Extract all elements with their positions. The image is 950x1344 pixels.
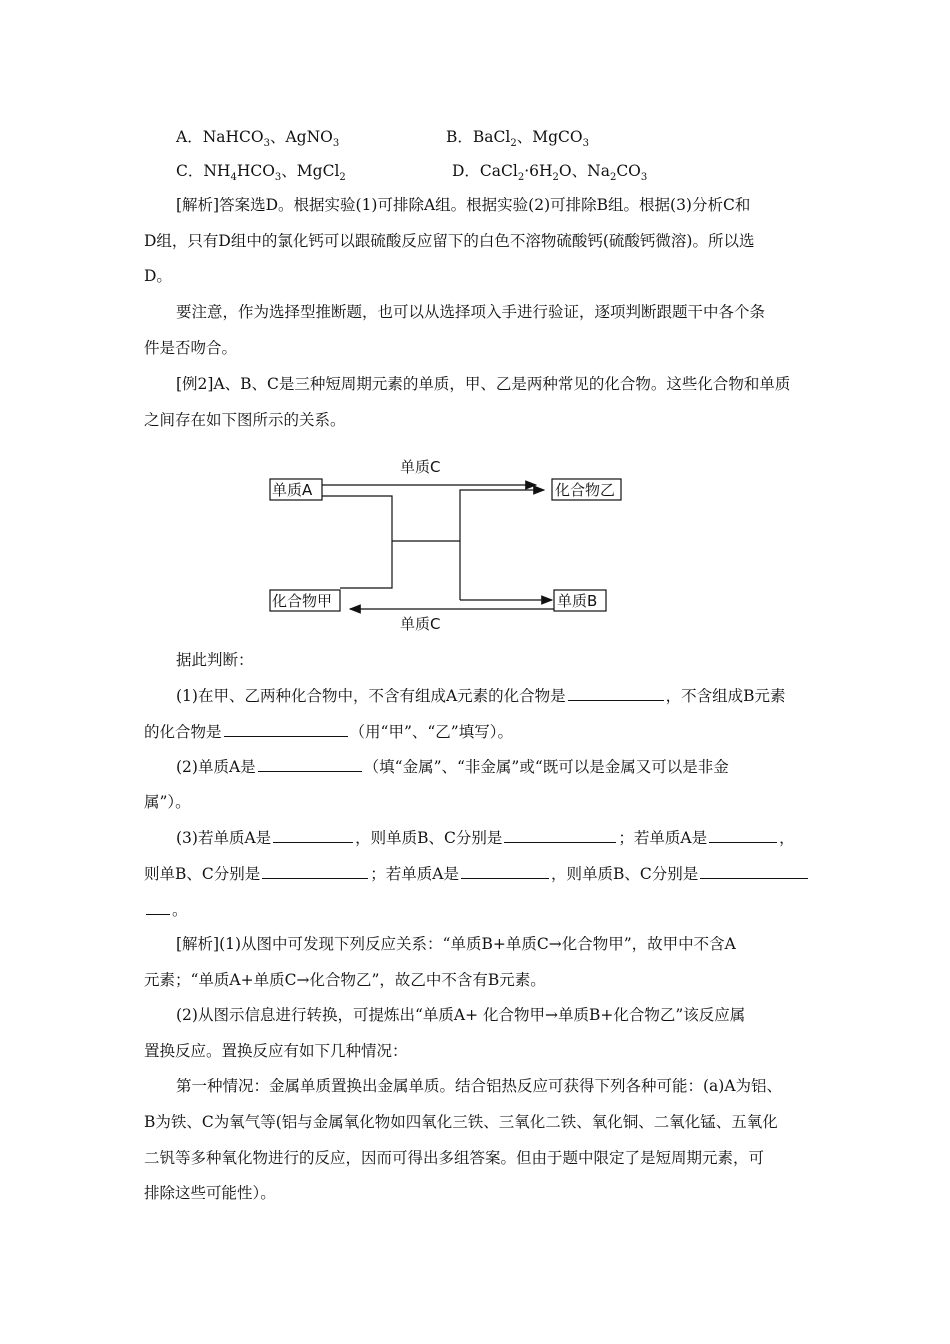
q3-text: (3)若单质A是	[176, 829, 272, 847]
option-a-text: 、AgNO	[269, 128, 333, 146]
q1-text: 的化合物是	[144, 723, 222, 741]
analysis2-line7: 二钒等多种氧化物进行的反应，因而可得出多组答案。但由于题中限定了是短周期元素，可	[144, 1149, 765, 1167]
answer-blank[interactable]	[461, 861, 549, 879]
subscript: 3	[274, 172, 282, 184]
answer-blank[interactable]	[568, 683, 664, 701]
option-d-text: O、Na	[558, 162, 610, 180]
subscript: 3	[263, 138, 270, 150]
q3-line2	[144, 861, 824, 886]
q3-text: ，则单质B、C分别是	[550, 865, 699, 883]
answer-blank[interactable]	[504, 825, 616, 843]
q2-line2: 属”）。	[144, 793, 191, 811]
analysis1-line2: D组，只有D组中的氯化钙可以跟硫酸反应留下的白色不溶物硫酸钙(硫酸钙微溶)。所以选	[144, 232, 755, 250]
option-d-text: ·6H	[524, 162, 553, 180]
q3-line3	[144, 897, 824, 922]
q3-text: ；若单质A是	[370, 865, 459, 883]
subscript: 2	[552, 172, 559, 184]
subscript: 2	[517, 172, 525, 184]
answer-blank[interactable]	[709, 825, 777, 843]
analysis2-line8: 排除这些可能性）。	[144, 1184, 276, 1202]
note-line2: 件是否吻合。	[144, 339, 238, 357]
box-jia-label: 化合物甲	[272, 592, 333, 610]
option-c-text: 、MgCl	[281, 162, 340, 180]
subscript: 4	[230, 172, 237, 184]
option-a-text: A．NaHCO	[176, 128, 264, 146]
q2-line1	[176, 754, 856, 779]
reaction-diagram	[268, 452, 628, 636]
option-d-text: CO	[616, 162, 641, 180]
subscript: 2	[339, 172, 346, 184]
option-c-text: HCO	[236, 162, 275, 180]
option-c-text: C．NH	[176, 162, 231, 180]
box-a-label: 单质A	[272, 481, 313, 499]
q1-line1	[176, 683, 856, 708]
option-b	[446, 125, 589, 149]
answer-blank[interactable]	[146, 897, 170, 915]
answer-blank[interactable]	[262, 861, 368, 879]
judge-line: 据此判断：	[176, 651, 254, 669]
analysis1-line1: [解析]答案选D。根据实验(1)可排除A组。根据实验(2)可排除B组。根据(3)分析C和	[176, 196, 751, 214]
q1-text: (1)在甲、乙两种化合物中，不含有组成A元素的化合物是	[176, 687, 566, 705]
subscript: 3	[582, 138, 589, 150]
q3-text: ，	[779, 829, 795, 847]
q1-line2	[144, 719, 824, 744]
answer-blank[interactable]	[224, 719, 348, 737]
q2-text: (2)单质A是	[176, 758, 256, 776]
diagram-top-label: 单质C	[400, 458, 441, 476]
example2-line1: [例2]A、B、C是三种短周期元素的单质，甲、乙是两种常见的化合物。这些化合物和单质	[176, 375, 791, 393]
q3-text: ，则单质B、C分别是	[355, 829, 503, 847]
subscript: 2	[609, 172, 617, 184]
answer-blank[interactable]	[258, 754, 362, 772]
analysis2-line1: [解析](1)从图中可发现下列反应关系：“单质B+单质C→化合物甲”，故甲中不含A	[176, 935, 736, 953]
q1-text: ，不含组成B元素	[665, 687, 786, 705]
analysis2-line2: 元素；“单质A+单质C→化合物乙”，故乙中不含有B元素。	[144, 971, 546, 989]
subscript: 2	[510, 138, 517, 150]
box-yi-label: 化合物乙	[555, 481, 616, 499]
q2-text: （填“金属”、“非金属”或“既可以是金属又可以是非金	[363, 758, 729, 776]
subscript: 3	[640, 172, 648, 184]
q3-line1	[176, 825, 856, 850]
example2-line2: 之间存在如下图所示的关系。	[144, 411, 346, 429]
box-b-label: 单质B	[557, 592, 598, 610]
analysis2-line3: (2)从图示信息进行转换，可提炼出“单质A+ 化合物甲→单质B+化合物乙”该反应属	[176, 1006, 746, 1024]
answer-blank[interactable]	[700, 861, 808, 879]
connector-right	[460, 490, 530, 600]
option-b-text: B．BaCl	[446, 128, 511, 146]
q1-text: （用“甲”、“乙”填写）。	[349, 723, 513, 741]
connector-left	[322, 496, 392, 588]
option-d-text: D．CaCl	[452, 162, 518, 180]
q3-text: 则单B、C分别是	[144, 865, 261, 883]
note-line1: 要注意，作为选择型推断题，也可以从选择项入手进行验证，逐项判断跟题干中各个条	[176, 303, 766, 321]
option-c	[176, 159, 346, 183]
q3-text: 。	[172, 901, 188, 919]
diagram-bottom-label: 单质C	[400, 615, 441, 633]
analysis1-line3: D。	[144, 267, 172, 285]
option-a	[176, 125, 339, 149]
analysis2-line4: 置换反应。置换反应有如下几种情况：	[144, 1042, 408, 1060]
option-b-text: 、MgCO	[516, 128, 583, 146]
answer-blank[interactable]	[273, 825, 353, 843]
q3-text: ；若单质A是	[618, 829, 708, 847]
analysis2-line6: B为铁、C为氧气等(铝与金属氧化物如四氧化三铁、三氧化二铁、氧化铜、二氧化锰、五氧化	[144, 1113, 778, 1131]
subscript: 3	[332, 138, 340, 150]
analysis2-line5: 第一种情况：金属单质置换出金属单质。结合铝热反应可获得下列各种可能：(a)A为铝、	[176, 1077, 783, 1095]
option-d	[452, 159, 647, 183]
